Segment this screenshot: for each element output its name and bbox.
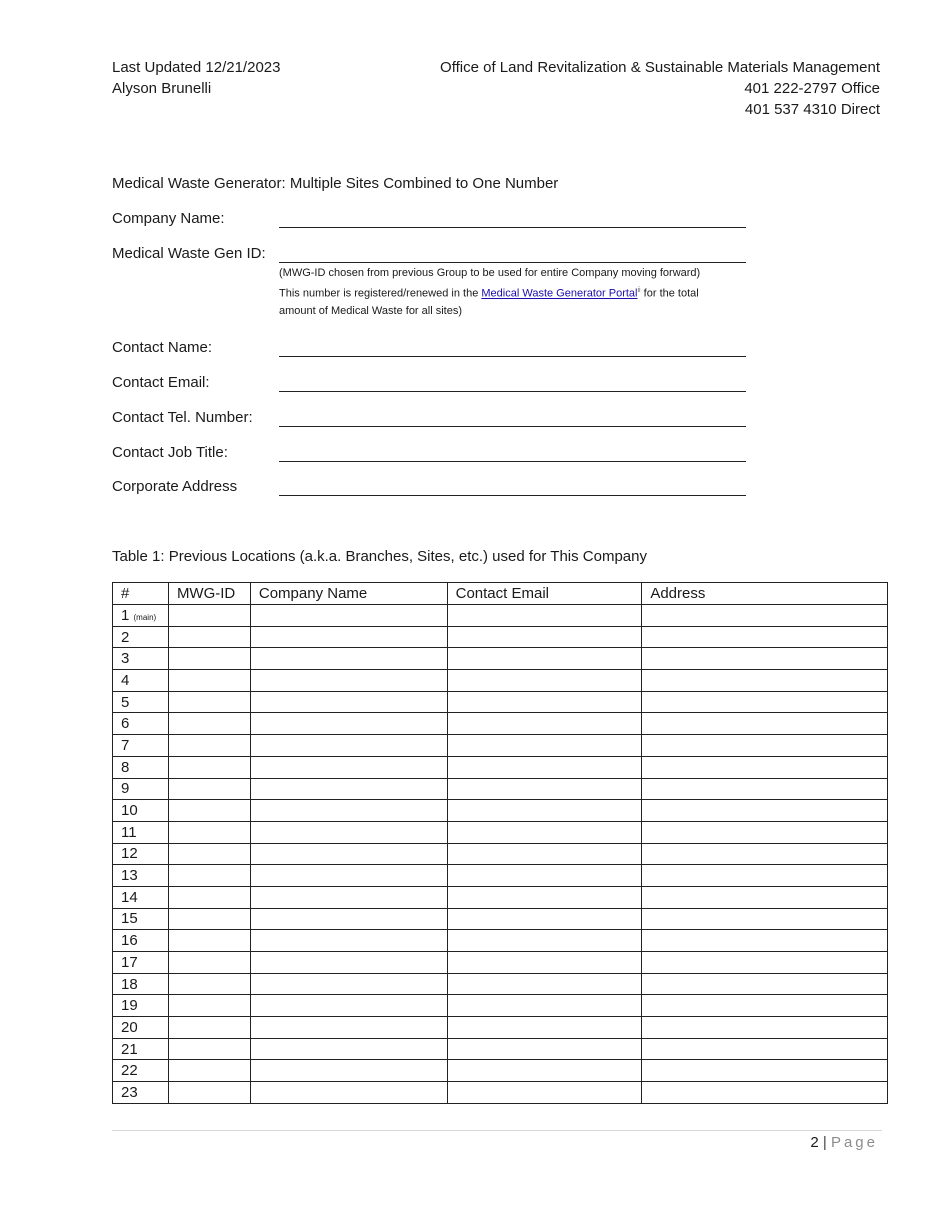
contact-name-label: Contact Name: [112,339,213,356]
address-cell[interactable] [642,605,888,627]
contact-email-cell[interactable] [447,973,642,995]
table-row [113,691,888,713]
address-cell[interactable] [642,1082,888,1104]
row-number-cell [113,930,169,952]
contact-email-cell[interactable] [447,930,642,952]
company-name-cell[interactable] [250,865,447,887]
contact-email-cell[interactable] [447,821,642,843]
row-number-cell [113,1060,169,1082]
row-number-cell [113,605,169,627]
address-cell[interactable] [642,930,888,952]
table-row [113,1060,888,1082]
row-number-cell [113,778,169,800]
office-name: Office of Land Revitalization & Sustainable Materials Management [440,59,880,76]
row-number: 20 [121,1018,138,1036]
contact-email-cell[interactable] [447,865,642,887]
contact-email-cell[interactable] [447,1060,642,1082]
row-number-cell [113,865,169,887]
row-number-cell [113,1082,169,1104]
contact-email-cell[interactable] [447,886,642,908]
row-number: 5 [121,693,130,711]
company-name-cell[interactable] [250,1038,447,1060]
address-cell[interactable] [642,800,888,822]
row-number-cell [113,952,169,974]
company-name-field[interactable] [112,210,752,230]
locations-table [112,582,888,1104]
company-name-cell[interactable] [250,843,447,865]
contact-name-blank[interactable] [279,356,746,357]
company-name-cell[interactable] [250,886,447,908]
main-marker: (main) [133,612,157,622]
contact-email-cell[interactable] [447,1082,642,1104]
row-number: 3 [121,650,130,668]
company-name-label: Company Name: [112,210,225,227]
address-cell[interactable] [642,648,888,670]
contact-email-cell[interactable] [447,995,642,1017]
mwg-id-cell[interactable] [168,1038,250,1060]
table-row [113,756,888,778]
table-row [113,735,888,757]
company-name-cell[interactable] [250,626,447,648]
company-name-cell[interactable] [250,778,447,800]
company-name-cell[interactable] [250,713,447,735]
mwg-id-cell[interactable] [168,1060,250,1082]
address-cell[interactable] [642,670,888,692]
contact-email-cell[interactable] [447,756,642,778]
mwg-id-cell[interactable] [168,778,250,800]
col-header-mwg-id: MWG-ID [168,583,250,605]
office-phone: 401 222-2797 Office [744,80,880,97]
mwg-id-cell[interactable] [168,843,250,865]
row-number-cell [113,691,169,713]
row-number-cell [113,735,169,757]
note-line-2 [279,282,739,303]
mwg-id-cell[interactable] [168,952,250,974]
row-number-cell [113,648,169,670]
row-number-cell [113,1038,169,1060]
company-name-cell[interactable] [250,800,447,822]
contact-email-cell[interactable] [447,778,642,800]
contact-tel-label: Contact Tel. Number: [112,409,253,426]
row-number: 19 [121,997,138,1015]
corporate-address-label: Corporate Address [112,478,238,495]
row-number: 10 [121,802,138,820]
company-name-cell[interactable] [250,1017,447,1039]
row-number-cell [113,973,169,995]
corporate-address-blank[interactable] [279,495,746,496]
mwg-id-cell[interactable] [168,626,250,648]
table-row [113,626,888,648]
contact-job-blank[interactable] [279,461,746,462]
company-name-cell[interactable] [250,952,447,974]
row-number-cell [113,843,169,865]
table-row [113,843,888,865]
col-header-address: Address [642,583,888,605]
contact-email-field[interactable] [112,374,752,394]
mwg-id-cell[interactable] [168,800,250,822]
table-row [113,995,888,1017]
page-number: 2 [810,1134,819,1151]
mwg-id-cell[interactable] [168,1017,250,1039]
company-name-blank[interactable] [279,227,746,228]
author-name: Alyson Brunelli [112,80,212,97]
table-row [113,713,888,735]
page-separator: | [822,1134,827,1151]
contact-name-field[interactable] [112,339,752,359]
company-name-cell[interactable] [250,648,447,670]
company-name-cell[interactable] [250,821,447,843]
contact-email-cell[interactable] [447,800,642,822]
row-number: 8 [121,758,130,776]
mwg-id-cell[interactable] [168,995,250,1017]
portal-link[interactable]: Medical Waste Generator Portal [481,287,638,300]
row-number: 15 [121,910,138,928]
table-body [113,605,888,1104]
row-number: 12 [121,845,138,863]
address-cell[interactable] [642,908,888,930]
table-row [113,800,888,822]
contact-job-field[interactable] [112,444,752,464]
footnote-marker: ii [637,287,641,294]
row-number-cell [113,670,169,692]
address-cell[interactable] [642,1017,888,1039]
table-caption: Table 1: Previous Locations (a.k.a. Branches, Sites, etc.) used for This Company [112,548,647,565]
row-number: 17 [121,953,138,971]
address-cell[interactable] [642,865,888,887]
table-row [113,1082,888,1104]
mwg-id-cell[interactable] [168,821,250,843]
col-header-number: # [113,583,169,605]
table-row [113,605,888,627]
footer-divider [112,1130,882,1131]
contact-email-cell[interactable] [447,648,642,670]
contact-email-cell[interactable] [447,605,642,627]
row-number: 13 [121,867,138,885]
mwg-id-cell[interactable] [168,670,250,692]
company-name-cell[interactable] [250,930,447,952]
header-right [440,57,880,120]
address-cell[interactable] [642,1038,888,1060]
contact-email-cell[interactable] [447,670,642,692]
table-row [113,952,888,974]
gen-id-blank[interactable] [279,262,746,263]
contact-email-cell[interactable] [447,1038,642,1060]
mwg-id-cell[interactable] [168,735,250,757]
note-line-3: amount of Medical Waste for all sites) [279,304,462,317]
row-number: 23 [121,1083,138,1101]
table-row [113,1017,888,1039]
note-line-2-start: This number is registered/renewed in the [279,287,482,300]
company-name-cell[interactable] [250,670,447,692]
contact-email-cell[interactable] [447,952,642,974]
address-cell[interactable] [642,995,888,1017]
contact-email-cell[interactable] [447,1017,642,1039]
table-row [113,648,888,670]
address-cell[interactable] [642,886,888,908]
table-row [113,821,888,843]
contact-email-blank[interactable] [279,391,746,392]
row-number-cell [113,756,169,778]
address-cell[interactable] [642,691,888,713]
gen-id-note [279,265,739,320]
page-indicator [810,1134,878,1151]
form-title: Medical Waste Generator: Multiple Sites Combined to One Number [112,175,559,192]
row-number: 18 [121,975,138,993]
mwg-id-cell[interactable] [168,1082,250,1104]
table-row [113,778,888,800]
gen-id-field[interactable] [112,245,752,265]
table-row [113,930,888,952]
row-number-cell [113,908,169,930]
contact-email-cell[interactable] [447,713,642,735]
address-cell[interactable] [642,778,888,800]
row-number: 14 [121,888,138,906]
corporate-address-field[interactable] [112,478,752,498]
note-line-1: (MWG-ID chosen from previous Group to be used for entire Company moving forward) [279,267,701,279]
row-number-cell [113,626,169,648]
last-updated: Last Updated 12/21/2023 [112,59,281,76]
contact-email-cell[interactable] [447,908,642,930]
company-name-cell[interactable] [250,756,447,778]
company-name-cell[interactable] [250,908,447,930]
address-cell[interactable] [642,756,888,778]
table-header-row [113,583,888,605]
row-number: 21 [121,1040,138,1058]
row-number-cell [113,821,169,843]
contact-email-cell[interactable] [447,626,642,648]
address-cell[interactable] [642,952,888,974]
mwg-id-cell[interactable] [168,691,250,713]
note-line-2-end: for the total [640,287,699,300]
row-number: 6 [121,715,130,733]
table-row [113,908,888,930]
address-cell[interactable] [642,821,888,843]
company-name-cell[interactable] [250,691,447,713]
row-number: 2 [121,628,130,646]
mwg-id-cell[interactable] [168,973,250,995]
mwg-id-cell[interactable] [168,648,250,670]
row-number: 4 [121,671,130,689]
contact-email-cell[interactable] [447,735,642,757]
address-cell[interactable] [642,973,888,995]
direct-phone: 401 537 4310 Direct [744,101,880,118]
table-row [113,973,888,995]
contact-job-label: Contact Job Title: [112,444,228,461]
row-number: 22 [121,1062,138,1080]
mwg-id-cell[interactable] [168,886,250,908]
gen-id-label: Medical Waste Gen ID: [112,245,266,262]
row-number-cell [113,995,169,1017]
mwg-id-cell[interactable] [168,930,250,952]
table-row [113,886,888,908]
address-cell[interactable] [642,1060,888,1082]
row-number-cell [113,713,169,735]
company-name-cell[interactable] [250,735,447,757]
address-cell[interactable] [642,735,888,757]
row-number: 11 [121,823,137,841]
mwg-id-cell[interactable] [168,713,250,735]
table-row [113,670,888,692]
row-number: 1 [121,606,130,624]
table-row [113,1038,888,1060]
company-name-cell[interactable] [250,995,447,1017]
contact-tel-field[interactable] [112,409,752,429]
row-number-cell [113,800,169,822]
table-row [113,865,888,887]
contact-email-cell[interactable] [447,691,642,713]
company-name-cell[interactable] [250,1060,447,1082]
header-left [112,57,280,99]
contact-tel-blank[interactable] [279,426,746,427]
row-number-cell [113,1017,169,1039]
contact-email-label: Contact Email: [112,374,210,391]
address-cell[interactable] [642,843,888,865]
page-word: Page [830,1134,878,1151]
row-number-cell [113,886,169,908]
contact-email-cell[interactable] [447,843,642,865]
address-cell[interactable] [642,713,888,735]
row-number: 9 [121,780,130,798]
row-number: 16 [121,932,138,950]
company-name-cell[interactable] [250,605,447,627]
mwg-id-cell[interactable] [168,605,250,627]
company-name-cell[interactable] [250,973,447,995]
mwg-id-cell[interactable] [168,865,250,887]
col-header-company-name: Company Name [250,583,447,605]
row-number: 7 [121,736,130,754]
mwg-id-cell[interactable] [168,908,250,930]
company-name-cell[interactable] [250,1082,447,1104]
mwg-id-cell[interactable] [168,756,250,778]
address-cell[interactable] [642,626,888,648]
col-header-contact-email: Contact Email [447,583,642,605]
